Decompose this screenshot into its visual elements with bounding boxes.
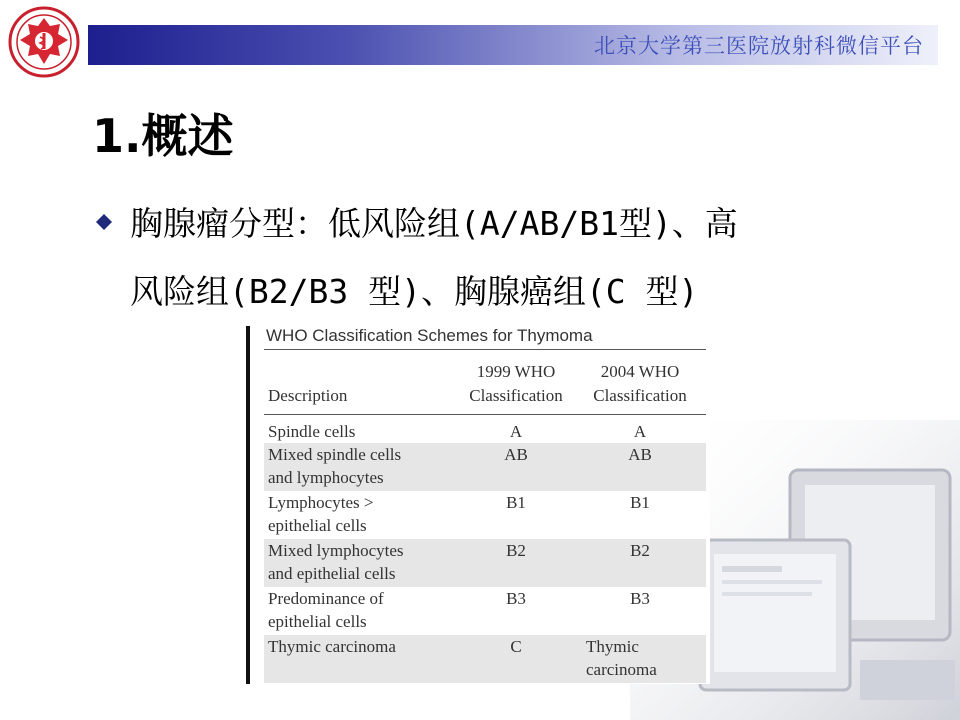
cell-1999: C (510, 637, 522, 656)
cell-1999: AB (504, 445, 528, 464)
cell-2004: Thymic carcinoma (586, 637, 657, 679)
table-top-rule (264, 349, 706, 350)
cell-2004: AB (628, 445, 652, 464)
table-row (264, 420, 706, 443)
table-row (264, 635, 706, 683)
cell-2004: A (633, 422, 647, 441)
cell-2004: B2 (630, 541, 650, 560)
header-banner-text: 北京大学第三医院放射科微信平台 (594, 34, 924, 58)
cell-2004: B1 (630, 493, 650, 512)
header-1999-who: 1999 WHO Classification (469, 362, 563, 405)
diamond-bullet-icon (96, 214, 112, 230)
cell-description: Mixed lymphocytes and epithelial cells (268, 541, 404, 583)
table-header-rule (264, 414, 706, 415)
bullet-paragraph (96, 190, 916, 326)
hospital-emblem-icon (6, 4, 82, 80)
header-2004-who: 2004 WHO Classification (593, 362, 687, 405)
slide-title: 1.概述 (92, 109, 234, 163)
cell-description: Mixed spindle cells and lymphocytes (268, 445, 402, 487)
who-classification-table (246, 326, 710, 684)
cell-description: Thymic carcinoma (268, 637, 396, 656)
cell-1999: B2 (506, 541, 526, 560)
header-description: Description (268, 386, 348, 405)
cell-description: Spindle cells (268, 422, 356, 441)
cell-2004: B3 (630, 589, 650, 608)
cell-1999: B3 (506, 589, 526, 608)
table-row (264, 443, 706, 491)
table-row (264, 539, 706, 587)
cell-description: Lymphocytes > epithelial cells (268, 493, 374, 535)
table-row (264, 491, 706, 539)
table-row (264, 587, 706, 635)
cell-1999: A (509, 422, 523, 441)
table-title: WHO Classification Schemes for Thymoma (266, 326, 593, 345)
cell-description: Predominance of epithelial cells (268, 589, 384, 631)
bullet-text-line-2: 风险组(B2/B3 型)、胸腺癌组(C 型) (130, 272, 699, 311)
bullet-text-line-1: 胸腺瘤分型：低风险组(A/AB/B1型)、高 (130, 204, 738, 243)
cell-1999: B1 (506, 493, 526, 512)
